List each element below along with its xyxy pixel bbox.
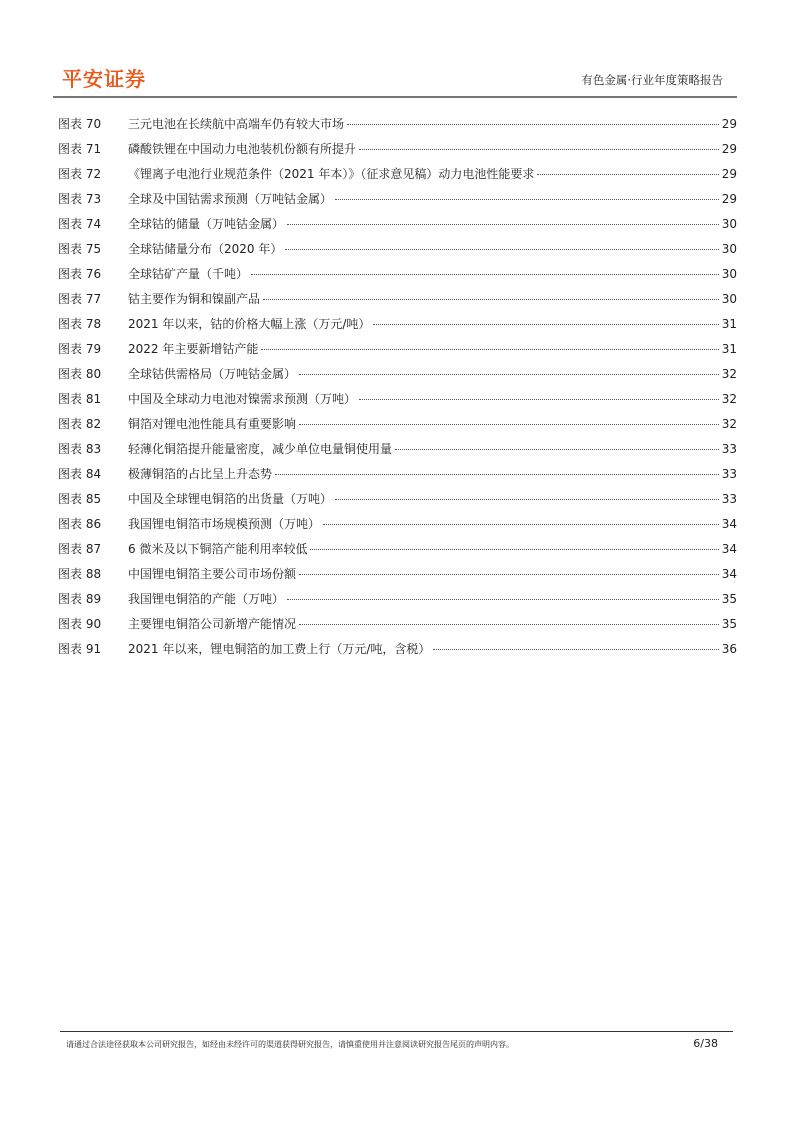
figure-page: 30 [721,217,737,231]
toc-entry[interactable] [58,340,737,365]
toc-entry[interactable] [58,365,737,390]
figure-page: 30 [721,267,737,281]
figure-page: 35 [721,592,737,606]
toc-entry[interactable] [58,590,737,615]
figure-title[interactable]: 我国锂电铜箔市场规模预测（万吨） [128,517,321,531]
figure-page: 29 [721,167,737,181]
figure-label: 图表 90 [58,617,102,631]
figure-page: 30 [721,242,737,256]
figure-label: 图表 80 [58,367,102,381]
dot-leader [275,474,719,475]
figure-page: 36 [721,642,737,656]
figure-title[interactable]: 极薄铜箔的占比呈上升态势 [128,467,273,481]
figure-page: 33 [721,492,737,506]
toc-entry[interactable] [58,490,737,515]
toc-entry[interactable] [58,440,737,465]
footer-divider [60,1031,733,1032]
toc-entry[interactable] [58,190,737,215]
figure-page: 32 [721,367,737,381]
figure-title[interactable]: 全球钴矿产量（千吨） [128,267,249,281]
figure-label: 图表 89 [58,592,102,606]
figure-label: 图表 88 [58,567,102,581]
figure-title[interactable]: 三元电池在长续航中高端车仍有较大市场 [128,117,345,131]
dot-leader [335,499,719,500]
figure-page: 34 [721,517,737,531]
figure-title[interactable]: 2021 年以来，钴的价格大幅上涨（万元/吨） [128,317,371,331]
dot-leader [263,299,719,300]
toc-entry[interactable] [58,215,737,240]
figure-title[interactable]: 中国及全球动力电池对镍需求预测（万吨） [128,392,357,406]
dot-leader [261,349,718,350]
toc-entry[interactable] [58,165,737,190]
header-divider [53,96,737,98]
figure-title[interactable]: 中国及全球锂电铜箔的出货量（万吨） [128,492,333,506]
dot-leader [395,449,719,450]
dot-leader [285,249,718,250]
figure-label: 图表 70 [58,117,102,131]
figure-page: 31 [721,317,737,331]
company-logo: 平安证券 [62,67,146,91]
figure-title[interactable]: 全球钴供需格局（万吨钴金属） [128,367,297,381]
figure-label: 图表 85 [58,492,102,506]
figure-page: 31 [721,342,737,356]
figure-title[interactable]: 主要锂电铜箔公司新增产能情况 [128,617,297,631]
dot-leader [287,224,719,225]
dot-leader [359,399,719,400]
footer-disclaimer: 请通过合法途径获取本公司研究报告，如经由未经许可的渠道获得研究报告，请慎重使用并注意阅读研究报告尾页的声明内容。 [66,1040,514,1049]
dot-leader [373,324,718,325]
dot-leader [433,649,718,650]
figure-label: 图表 77 [58,292,102,306]
dot-leader [251,274,719,275]
figure-title[interactable]: 6 微米及以下铜箔产能利用率较低 [128,542,308,556]
figure-page: 29 [721,142,737,156]
toc-entry[interactable] [58,265,737,290]
figure-label: 图表 82 [58,417,102,431]
figure-label: 图表 83 [58,442,102,456]
figure-label: 图表 84 [58,467,102,481]
figure-label: 图表 71 [58,142,102,156]
dot-leader [310,549,718,550]
figure-title[interactable]: 磷酸铁锂在中国动力电池装机份额有所提升 [128,142,357,156]
report-type: 有色金属·行业年度策略报告 [581,73,723,87]
figure-title[interactable]: 我国锂电铜箔的产能（万吨） [128,592,285,606]
dot-leader [299,424,719,425]
figure-label: 图表 74 [58,217,102,231]
dot-leader [323,524,719,525]
figure-label: 图表 75 [58,242,102,256]
toc-entry[interactable] [58,640,737,665]
figure-label: 图表 72 [58,167,102,181]
figure-title[interactable]: 全球钴的储量（万吨钴金属） [128,217,285,231]
dot-leader [335,199,719,200]
figure-page: 32 [721,392,737,406]
toc-entry[interactable] [58,415,737,440]
figure-page: 33 [721,442,737,456]
figure-title[interactable]: 中国锂电铜箔主要公司市场份额 [128,567,297,581]
figure-page: 33 [721,467,737,481]
toc-entry[interactable] [58,240,737,265]
dot-leader [359,149,719,150]
dot-leader [299,574,719,575]
figure-label: 图表 81 [58,392,102,406]
figure-page: 29 [721,192,737,206]
toc-entry[interactable] [58,315,737,340]
figure-page: 32 [721,417,737,431]
figure-page: 29 [721,117,737,131]
toc-entry[interactable] [58,515,737,540]
figure-label: 图表 86 [58,517,102,531]
toc-entry[interactable] [58,390,737,415]
toc-entry[interactable] [58,615,737,640]
figure-label: 图表 87 [58,542,102,556]
toc-entry[interactable] [58,290,737,315]
dot-leader [347,124,719,125]
figure-label: 图表 78 [58,317,102,331]
page-number: 6/38 [693,1037,718,1050]
figure-label: 图表 76 [58,267,102,281]
figure-label: 图表 73 [58,192,102,206]
figure-title[interactable]: 2022 年主要新增钴产能 [128,342,259,356]
figure-title[interactable]: 全球钴储量分布（2020 年） [128,242,283,256]
figure-page: 34 [721,542,737,556]
figure-title[interactable]: 2021 年以来，锂电铜箔的加工费上行（万元/吨，含税） [128,642,431,656]
dot-leader [537,174,718,175]
toc-entry[interactable] [58,540,737,565]
toc-entry[interactable] [58,565,737,590]
figure-page: 34 [721,567,737,581]
toc-entry[interactable] [58,465,737,490]
figure-label: 图表 91 [58,642,102,656]
figure-title[interactable]: 钴主要作为铜和镍副产品 [128,292,261,306]
figure-title[interactable]: 轻薄化铜箔提升能量密度，减少单位电量铜使用量 [128,442,393,456]
toc-entry[interactable] [58,115,737,140]
figure-page: 30 [721,292,737,306]
figure-list [58,115,737,665]
dot-leader [299,624,719,625]
figure-page: 35 [721,617,737,631]
figure-title[interactable]: 全球及中国钴需求预测（万吨钴金属） [128,192,333,206]
figure-label: 图表 79 [58,342,102,356]
figure-title[interactable]: 铜箔对锂电池性能具有重要影响 [128,417,297,431]
dot-leader [299,374,719,375]
figure-title[interactable]: 《锂离子电池行业规范条件（2021 年本）》（征求意见稿）动力电池性能要求 [128,167,535,181]
dot-leader [287,599,719,600]
toc-entry[interactable] [58,140,737,165]
